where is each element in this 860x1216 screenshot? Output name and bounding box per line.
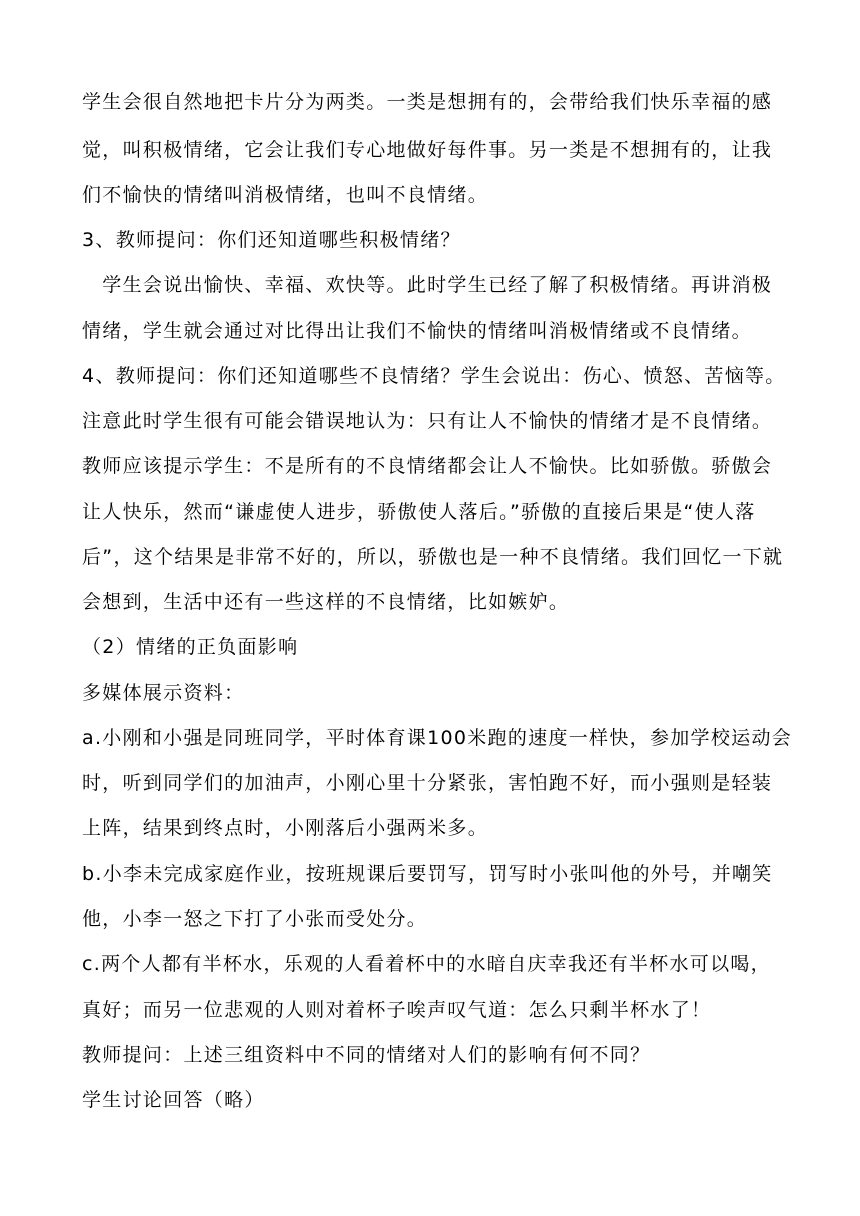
section-heading: （2）情绪的正负面影响 <box>82 636 299 658</box>
text-line: 3、教师提问：你们还知道哪些积极情绪？ <box>82 229 461 251</box>
text-line: 多媒体展示资料： <box>82 682 245 704</box>
text-line: b.小李未完成家庭作业，按班规课后要罚写，罚写时小张叫他的外号，并嘲笑 <box>82 863 773 885</box>
text-line: 们不愉快的情绪叫消极情绪，也叫不良情绪。 <box>82 184 489 206</box>
text-line: 学生会很自然地把卡片分为两类。一类是想拥有的，会带给我们快乐幸福的感 <box>82 91 773 113</box>
text-line: 会想到，生活中还有一些这样的不良情绪，比如嫉妒。 <box>82 591 570 613</box>
text-line: a.小刚和小强是同班同学，平时体育课100米跑的速度一样快，参加学校运动会 <box>82 727 793 749</box>
text-line: 真好；而另一位悲观的人则对着杯子唉声叹气道：怎么只剩半杯水了！ <box>82 999 712 1021</box>
text-line: 后”，这个结果是非常不好的，所以，骄傲也是一种不良情绪。我们回忆一下就 <box>82 546 784 568</box>
text-line: 让人快乐，然而“谦虚使人进步，骄傲使人落后。”骄傲的直接后果是“使人落 <box>82 501 756 523</box>
text-line: 情绪，学生就会通过对比得出让我们不愉快的情绪叫消极情绪或不良情绪。 <box>82 320 752 342</box>
text-line: 觉，叫积极情绪，它会让我们专心地做好每件事。另一类是不想拥有的，让我 <box>82 139 773 161</box>
text-line: 4、教师提问：你们还知道哪些不良情绪？学生会说出：伤心、愤怒、苦恼等。 <box>82 365 786 387</box>
text-line: 学生会说出愉快、幸福、欢快等。此时学生已经了解了积极情绪。再讲消极 <box>82 274 773 296</box>
text-line: 他，小李一怒之下打了小张而受处分。 <box>82 908 428 930</box>
text-line: 注意此时学生很有可能会错误地认为：只有让人不愉快的情绪才是不良情绪。 <box>82 410 773 432</box>
text-line: c.两个人都有半杯水，乐观的人看着杯中的水暗自庆幸我还有半杯水可以喝， <box>82 953 771 975</box>
text-line: 学生讨论回答（略） <box>82 1089 265 1111</box>
text-line: 时，听到同学们的加油声，小刚心里十分紧张，害怕跑不好，而小强则是轻装 <box>82 772 773 794</box>
text-line: 教师提问：上述三组资料中不同的情绪对人们的影响有何不同？ <box>82 1044 651 1066</box>
text-line: 教师应该提示学生：不是所有的不良情绪都会让人不愉快。比如骄傲。骄傲会 <box>82 455 773 477</box>
text-line: 上阵，结果到终点时，小刚落后小强两米多。 <box>82 817 489 839</box>
